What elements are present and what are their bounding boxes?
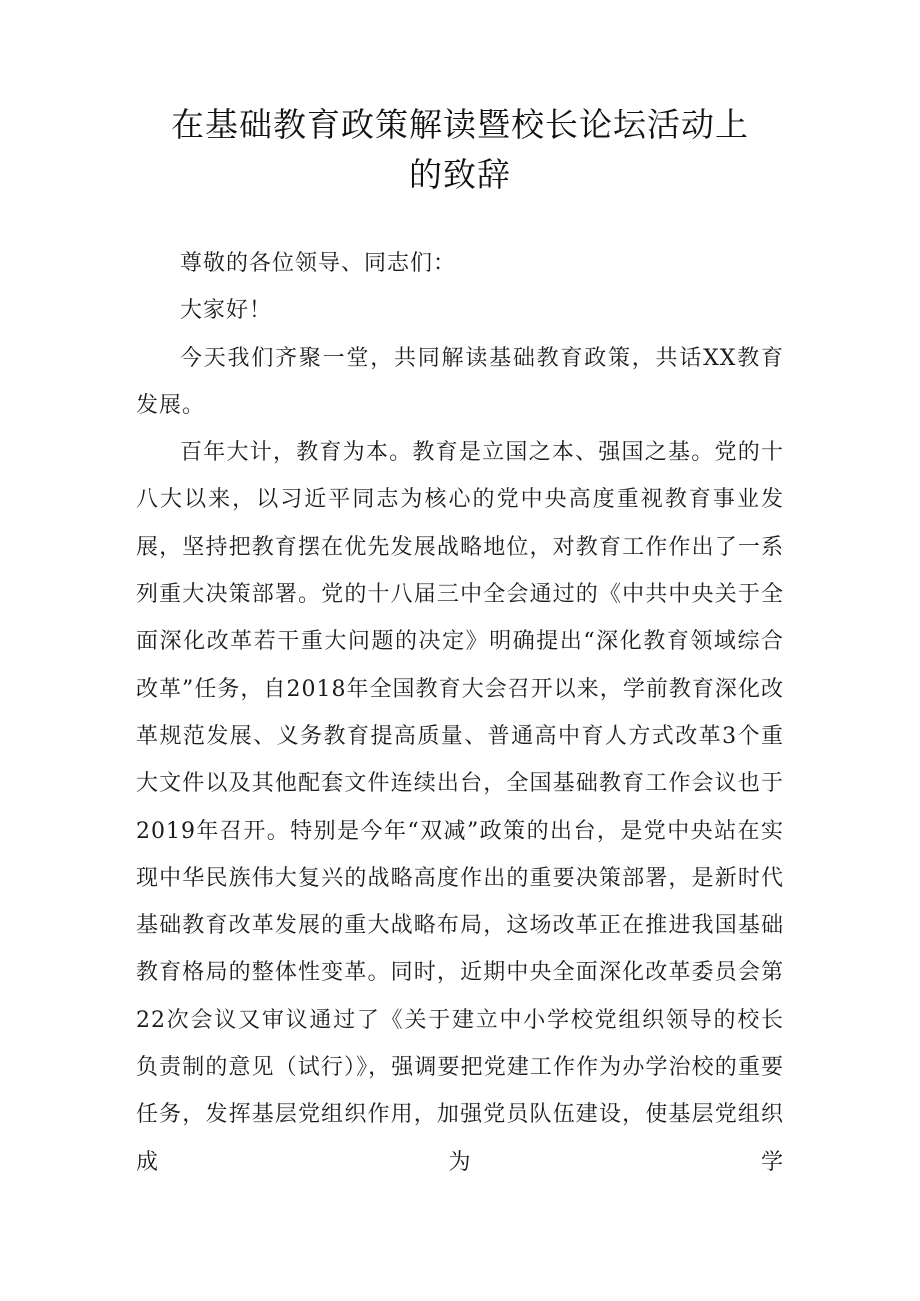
paragraph-main: 百年大计，教育为本。教育是立国之本、强国之基。党的十八大以来，以习近平同志为核心的党中央高度重视教育事业发展，坚持把教育摆在优先发展战略地位，对教育工作作出了一系列重大决策部署。党的十八届三中全会通过的《中共中央关于全面深化改革若干重大问题的决定》明确提出“深化教育领域综合改革”任务，自2018年全国教育大会召开以来，学前教育深化改革规范发展、义务教育提高质量、普通高中育人方式改革3个重大文件以及其他配套文件连续出台，全国基础教育工作会议也于2019年召开。特别是今年“双减”政策的出台，是党中央站在实现中华民族伟大复兴的战略高度作出的重要决策部署，是新时代基础教育改革发展的重大战略布局，这场改革正在推进我国基础教育格局的整体性变革。同时，近期中央全面深化改革委员会第22次会议又审议通过了《关于建立中小学校党组织领导的校长负责制的意见（试行）》，强调要把党建工作作为办学治校的重要任务，发挥基层党组织作用，加强党员队伍建设，使基层党组织成为学 (136, 440, 784, 1175)
document-title (136, 100, 784, 200)
title-line-1: 在基础教育政策解读暨校长论坛活动上 (171, 105, 749, 144)
document-body (136, 240, 784, 1186)
salutation: 尊敬的各位领导、同志们： (180, 251, 457, 276)
paragraph-intro: 今天我们齐聚一堂，共同解读基础教育政策，共话XX教育发展。 (136, 345, 784, 418)
title-line-2: 的致辞 (409, 155, 511, 194)
greeting: 大家好！ (180, 298, 273, 324)
